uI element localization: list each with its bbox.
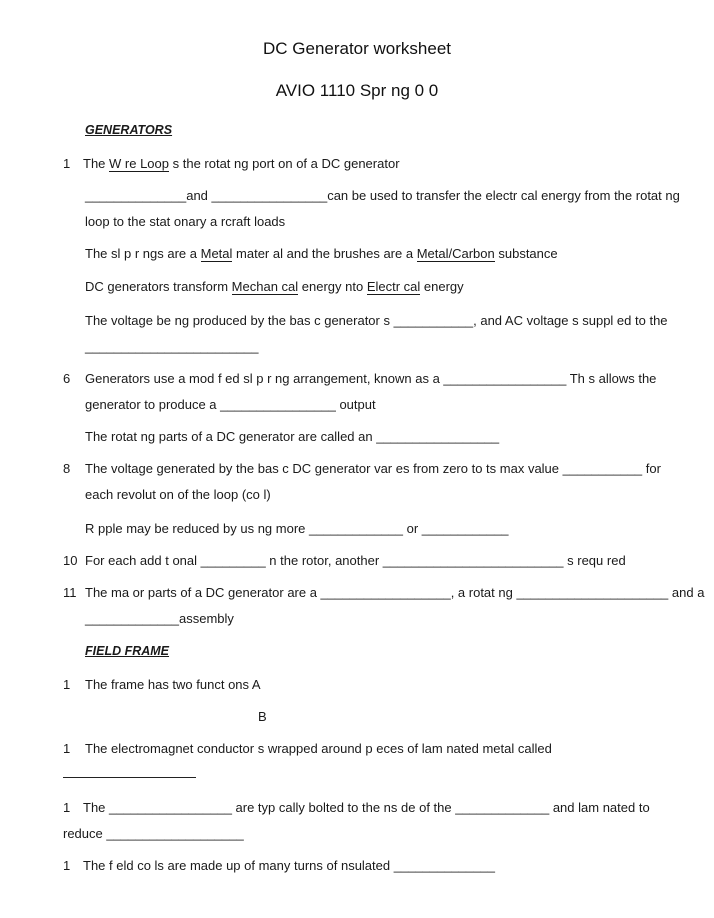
question-text: energy nto [298, 279, 367, 294]
question-number: 10 [63, 553, 78, 568]
filled-answer: Electr cal [366, 279, 421, 294]
question-text: The sl p r ngs are a [85, 246, 201, 261]
question-number: 1 [63, 741, 71, 756]
answer-blank-line [63, 777, 196, 778]
question-2-line-1: ______________and ________________can be used to transfer the electr cal energy from the rotat ng [85, 188, 680, 203]
question-5-line-2: ________________________ [85, 339, 259, 354]
question-1 [83, 156, 400, 172]
question-number: 6 [63, 371, 71, 386]
question-number: 11 [63, 585, 77, 600]
question-number: 1 [63, 156, 71, 171]
section-heading-generators: GENERATORS [85, 123, 173, 137]
question-number: 1 [63, 800, 71, 815]
question-text: DC generators transform [85, 279, 232, 294]
question-text: The [83, 156, 110, 171]
question-5-line-1: The voltage be ng produced by the bas c generator s ___________, and AC voltage s suppl ed to the [85, 313, 668, 328]
worksheet-subtitle: AVIO 1110 Spr ng 0 0 [275, 81, 439, 100]
question-11-line-1: The ma or parts of a DC generator are a __________________, a rotat ng _____________________ and a [85, 585, 705, 600]
question-11-line-2: _____________assembly [85, 611, 234, 626]
question-8-line-2: each revolut on of the loop (co l) [85, 487, 271, 502]
question-text: s the rotat ng port on of a DC generator [169, 156, 400, 171]
question-text: energy [420, 279, 464, 294]
question-6-line-1: Generators use a mod f ed sl p r ng arrangement, known as a _________________ Th s allows the [85, 371, 657, 386]
field-question-1-part-b: B [258, 709, 267, 724]
filled-answer: Mechan cal [231, 279, 299, 294]
field-question-2: The electromagnet conductor s wrapped around p eces of lam nated metal called [85, 741, 552, 756]
question-text: mater al and the brushes are a [232, 246, 417, 261]
question-6-line-2: generator to produce a ________________ output [85, 397, 376, 412]
question-text: substance [494, 246, 558, 261]
question-9: R pple may be reduced by us ng more _____________ or ____________ [85, 521, 509, 536]
question-7: The rotat ng parts of a DC generator are called an _________________ [85, 429, 500, 444]
field-question-4: The f eld co ls are made up of many turns of nsulated ______________ [83, 858, 495, 873]
question-10: For each add t onal _________ n the rotor, another _________________________ s requ red [85, 553, 626, 568]
filled-answer: Metal/Carbon [416, 246, 495, 261]
worksheet-title: DC Generator worksheet [262, 39, 452, 58]
field-question-1: The frame has two funct ons A [85, 677, 261, 692]
filled-answer: W re Loop [109, 156, 169, 171]
question-2-line-2: loop to the stat onary a rcraft loads [85, 214, 286, 229]
question-8-line-1: The voltage generated by the bas c DC generator var es from zero to ts max value ___________ for [85, 461, 661, 476]
section-heading-field-frame: FIELD FRAME [85, 644, 170, 658]
question-4 [85, 279, 464, 295]
question-3 [85, 246, 558, 262]
filled-answer: Metal [200, 246, 233, 261]
field-question-3-line-2: reduce ___________________ [63, 826, 244, 841]
field-question-3-line-1: The _________________ are typ cally bolted to the ns de of the _____________ and lam nated to [83, 800, 650, 815]
question-number: 1 [63, 677, 71, 692]
question-number: 1 [63, 858, 71, 873]
question-number: 8 [63, 461, 71, 476]
